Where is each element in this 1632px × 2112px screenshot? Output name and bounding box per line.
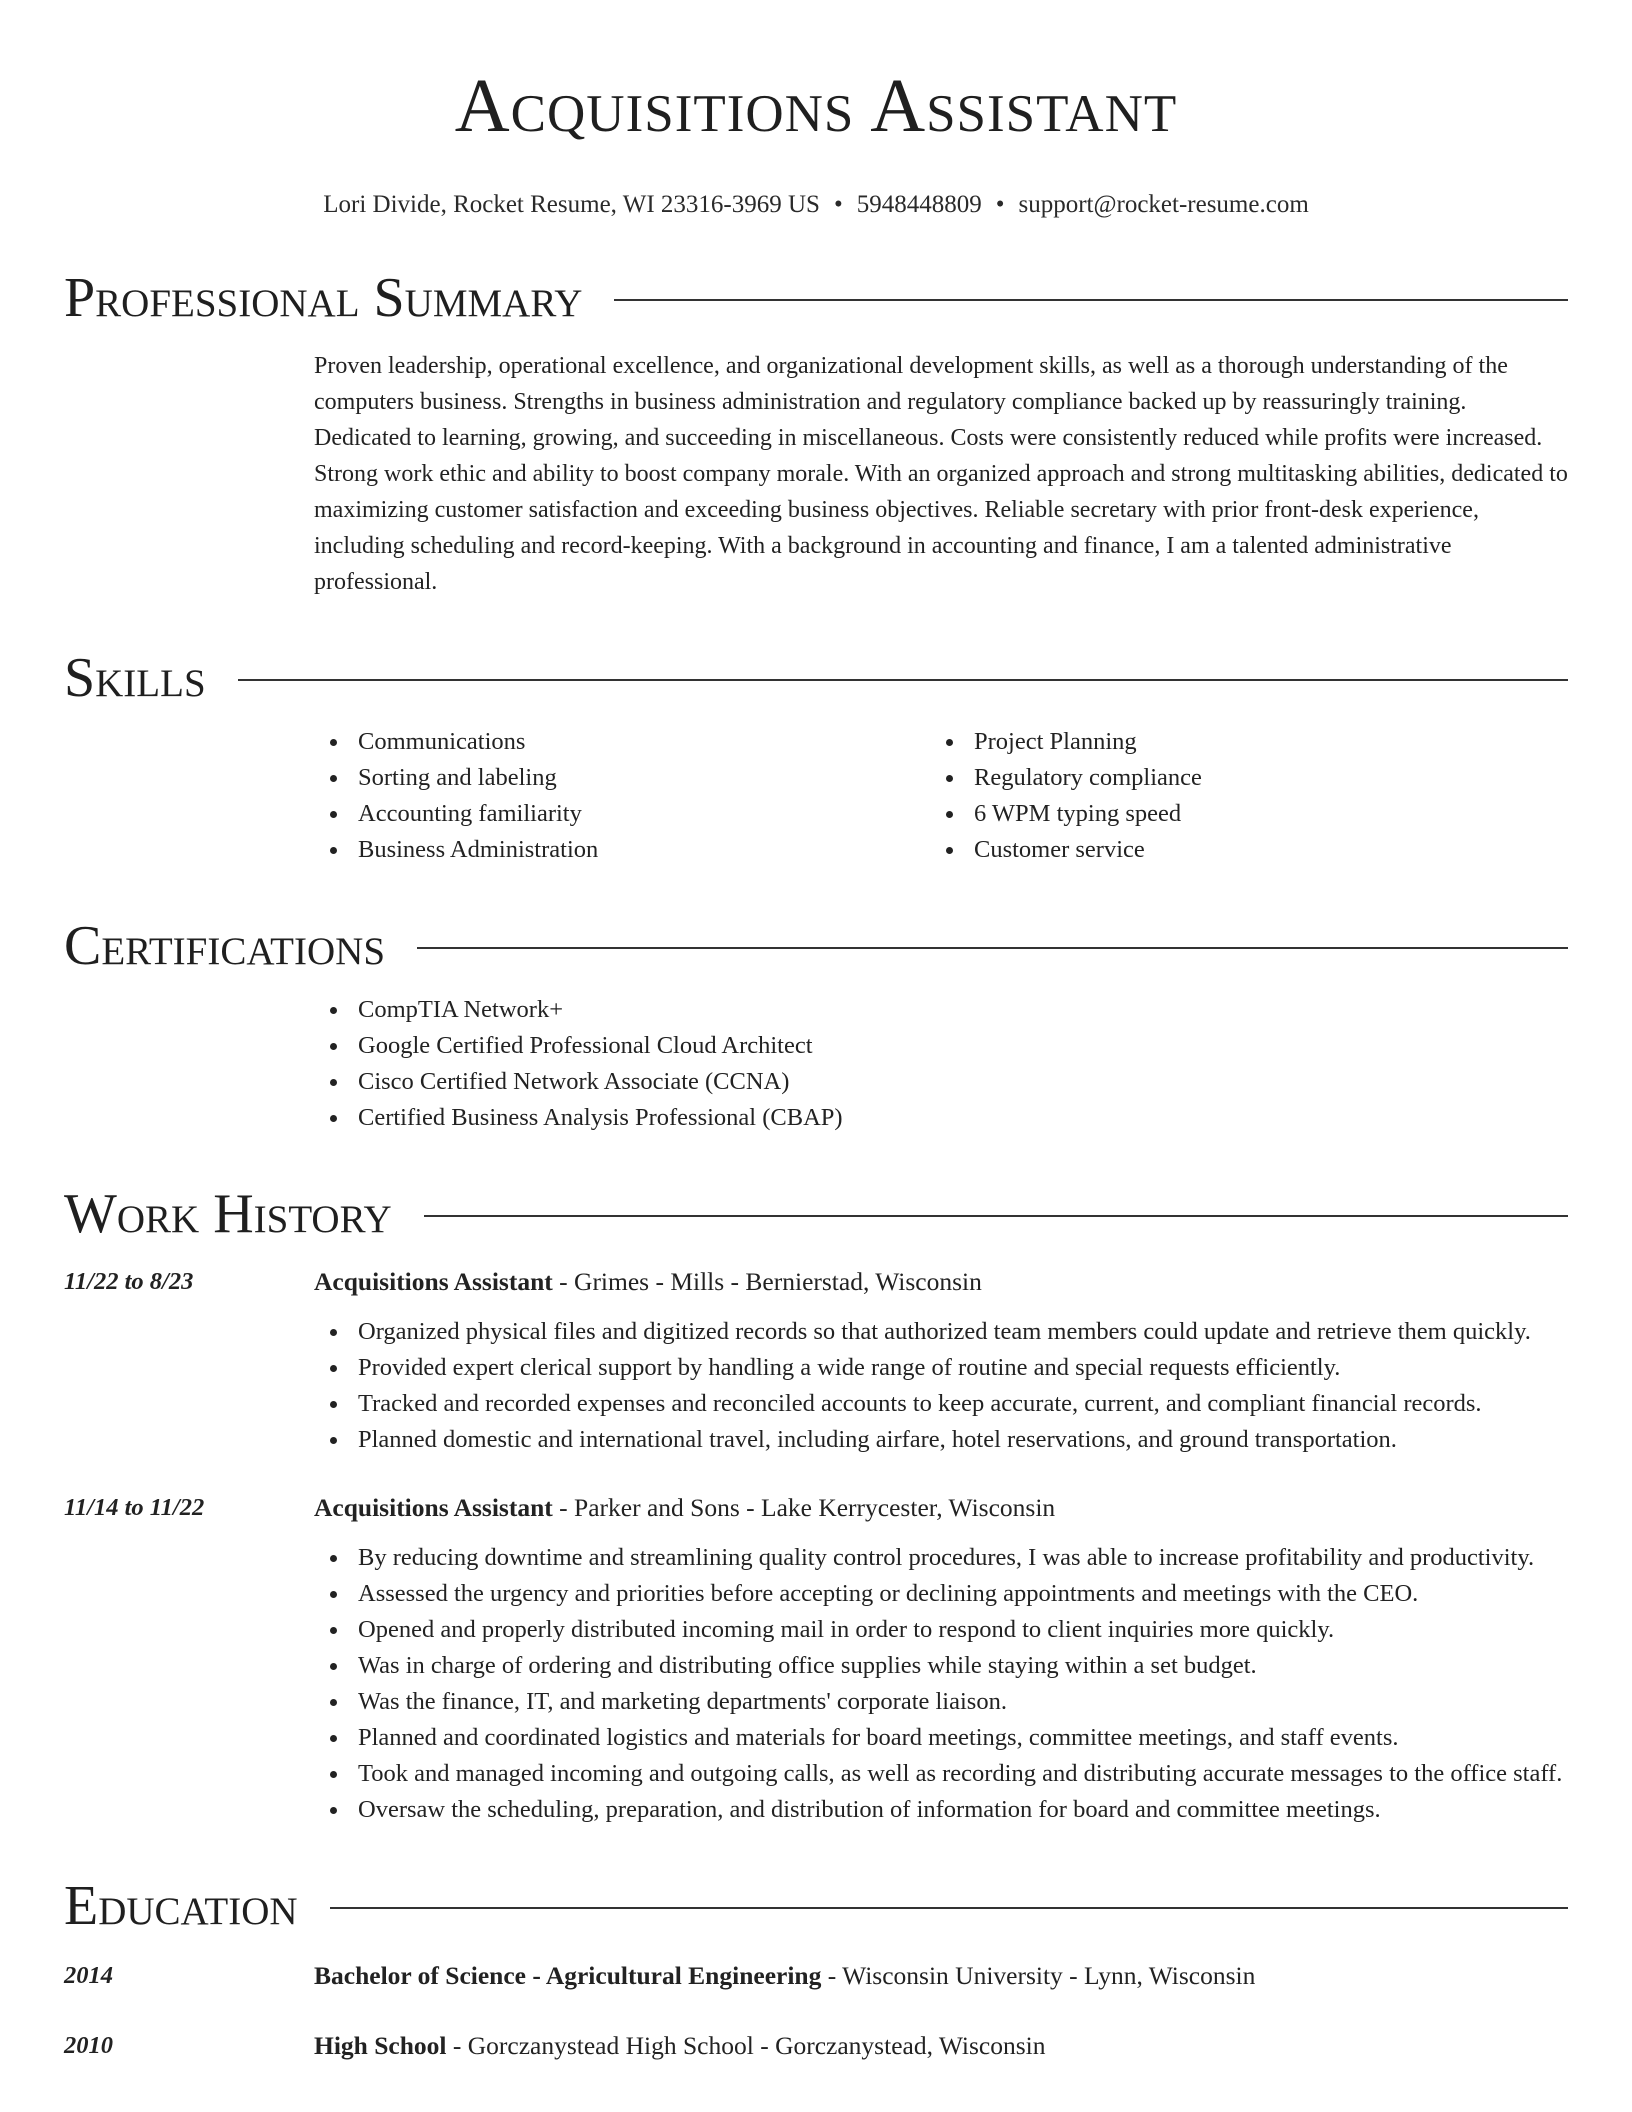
skill-item: Project Planning [930, 724, 1546, 760]
skills-column-right [930, 724, 1546, 868]
job-employer: - Grimes - Mills - Bernierstad, Wisconsin [552, 1267, 982, 1296]
summary-section-title: Professional Summary [64, 267, 583, 329]
education-section-title: Education [64, 1875, 298, 1937]
work-section-header [64, 1182, 1568, 1246]
skill-item: 6 WPM typing speed [930, 796, 1546, 832]
education-line [314, 1958, 1255, 1994]
job-duty: Provided expert clerical support by handling a wide range of routine and special requests efficiently. [314, 1350, 1568, 1386]
job-dates: 11/14 to 11/22 [64, 1494, 205, 1521]
education-year: 2010 [64, 2032, 113, 2059]
section-divider [330, 1907, 1568, 1909]
job-duty: Took and managed incoming and outgoing calls, as well as recording and distributing accurate messages to the office staff. [314, 1756, 1568, 1792]
skill-item: Accounting familiarity [314, 796, 930, 832]
section-divider [238, 679, 1568, 681]
job-duties [314, 1540, 1568, 1828]
job-duty: Organized physical files and digitized records so that authorized team members could update and retrieve them quickly. [314, 1314, 1568, 1350]
contact-phone: 5948448809 [856, 191, 982, 218]
skill-item: Regulatory compliance [930, 760, 1546, 796]
contact-separator: • [995, 191, 1005, 218]
job-entry [64, 1264, 1568, 1458]
job-duty: Assessed the urgency and priorities before accepting or declining appointments and meetings with the CEO. [314, 1576, 1568, 1612]
job-entry [64, 1490, 1568, 1828]
skill-item: Communications [314, 724, 930, 760]
contact-address: Lori Divide, Rocket Resume, WI 23316-3969 US [323, 191, 820, 218]
section-divider [424, 1215, 1568, 1217]
skill-item: Customer service [930, 832, 1546, 868]
job-dates: 11/22 to 8/23 [64, 1268, 194, 1295]
job-role: Acquisitions Assistant [314, 1267, 553, 1296]
certification-item: Google Certified Professional Cloud Architect [314, 1028, 1568, 1064]
section-divider [614, 299, 1568, 301]
education-entry [64, 2028, 1568, 2064]
certifications-section-header [64, 914, 1568, 978]
job-duty: Opened and properly distributed incoming mail in order to respond to client inquiries more quickly. [314, 1612, 1568, 1648]
education-year: 2014 [64, 1962, 113, 1989]
job-body [314, 1490, 1568, 1828]
certification-item: CompTIA Network+ [314, 992, 1568, 1028]
work-section-title: Work History [64, 1183, 392, 1245]
section-divider [417, 947, 1568, 949]
job-employer: - Parker and Sons - Lake Kerrycester, Wisconsin [552, 1493, 1056, 1522]
job-duties [314, 1314, 1568, 1458]
job-role: Acquisitions Assistant [314, 1493, 553, 1522]
skills-section-header [64, 646, 1568, 710]
contact-email: support@rocket-resume.com [1018, 191, 1309, 218]
contact-separator: • [833, 191, 843, 218]
summary-text: Proven leadership, operational excellence, and organizational development skills, as well as a thorough understanding of the computers business. Strengths in business administration and regulatory compliance backed up by reassuringly training. Dedicated to learning, growing, and succeeding in miscellaneous. Costs were consistently reduced while profits were increased. Strong work ethic and ability to boost company morale. With an organized approach and strong multitasking abilities, dedicated to maximizing customer satisfaction and exceeding business objectives. Reliable secretary with prior front-desk experience, including scheduling and record-keeping. With a background in accounting and finance, I am a talented administrative professional. [314, 353, 1568, 595]
certification-item: Certified Business Analysis Professional (CBAP) [314, 1100, 1568, 1136]
education-entry [64, 1958, 1568, 1994]
job-title-line [314, 1264, 1568, 1300]
skills-column-left [314, 724, 930, 868]
education-degree: Bachelor of Science - Agricultural Engineering [314, 1961, 822, 1990]
contact-line [64, 190, 1568, 220]
education-line [314, 2028, 1046, 2064]
job-duty: Was in charge of ordering and distributing office supplies while staying within a set budget. [314, 1648, 1568, 1684]
education-school: - Gorczanystead High School - Gorczanystead, Wisconsin [446, 2031, 1046, 2060]
job-duty: By reducing downtime and streamlining quality control procedures, I was able to increase profitability and productivity. [314, 1540, 1568, 1576]
education-degree: High School [314, 2031, 447, 2060]
certifications-list [314, 992, 1568, 1136]
certification-item: Cisco Certified Network Associate (CCNA) [314, 1064, 1568, 1100]
job-body [314, 1264, 1568, 1458]
job-duty: Oversaw the scheduling, preparation, and distribution of information for board and committee meetings. [314, 1792, 1568, 1828]
resume-name: Acquisitions Assistant [454, 64, 1178, 148]
job-duty: Tracked and recorded expenses and reconciled accounts to keep accurate, current, and compliant financial records. [314, 1386, 1568, 1422]
job-duty: Was the finance, IT, and marketing departments' corporate liaison. [314, 1684, 1568, 1720]
skills-section-title: Skills [64, 647, 206, 709]
summary-section-header [64, 266, 1568, 330]
job-title-line [314, 1490, 1568, 1526]
skill-item: Sorting and labeling [314, 760, 930, 796]
education-section-header [64, 1874, 1568, 1938]
education-school: - Wisconsin University - Lynn, Wisconsin [821, 1961, 1256, 1990]
job-duty: Planned and coordinated logistics and materials for board meetings, committee meetings, and staff events. [314, 1720, 1568, 1756]
skill-item: Business Administration [314, 832, 930, 868]
skills-list [314, 724, 1568, 868]
certifications-section-title: Certifications [64, 915, 386, 977]
job-duty: Planned domestic and international travel, including airfare, hotel reservations, and ground transportation. [314, 1422, 1568, 1458]
